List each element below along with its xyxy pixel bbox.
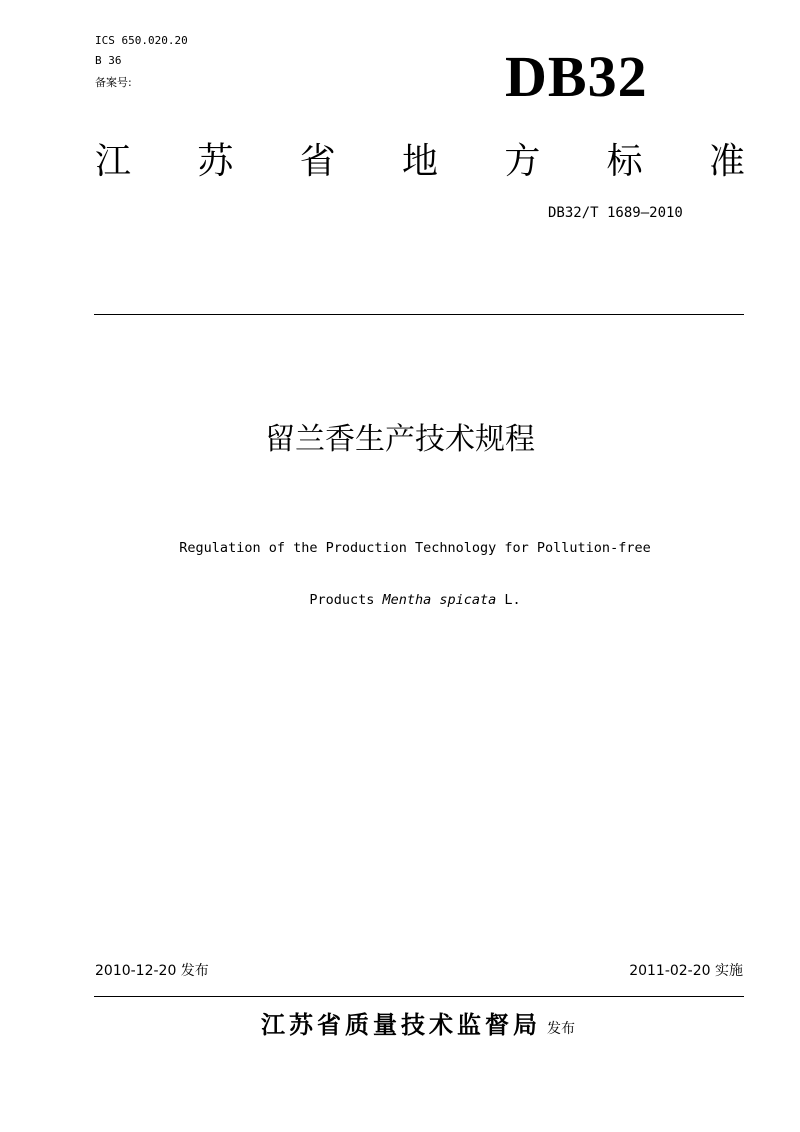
english-title-line-2 bbox=[0, 592, 800, 608]
standard-type-char: 江 bbox=[95, 141, 132, 182]
standard-type-char: 苏 bbox=[197, 141, 234, 182]
issue-date: 2010-12-20 发布 bbox=[95, 963, 209, 979]
top-divider bbox=[94, 314, 744, 315]
standard-type-char: 准 bbox=[708, 141, 745, 182]
bottom-divider bbox=[94, 996, 744, 997]
standard-number: DB32/T 1689—2010 bbox=[548, 205, 683, 221]
publisher-suffix: 发布 bbox=[547, 1021, 575, 1037]
standard-type-char: 方 bbox=[504, 141, 541, 182]
publisher bbox=[0, 1005, 800, 1040]
publisher-name: 江苏省质量技术监督局 bbox=[261, 1011, 541, 1039]
english-title-line-1: Regulation of the Production Technology for Pollution-free bbox=[179, 540, 651, 556]
standard-type-char: 省 bbox=[299, 141, 336, 182]
db-logo: DB32 bbox=[505, 44, 648, 109]
species-name: Mentha spicata bbox=[382, 592, 497, 608]
ics-code: ICS 650.020.20 bbox=[95, 34, 188, 47]
classification-code: B 36 bbox=[95, 54, 122, 67]
standard-type-char: 地 bbox=[401, 141, 438, 182]
english-title-prefix: Products bbox=[309, 592, 383, 608]
standard-type-char: 标 bbox=[606, 141, 643, 182]
english-title-suffix: L. bbox=[496, 592, 521, 608]
chinese-title: 留兰香生产技术规程 bbox=[265, 422, 535, 457]
record-number-label: 备案号: bbox=[95, 76, 132, 89]
implementation-date: 2011-02-20 实施 bbox=[629, 963, 743, 979]
standard-type-heading bbox=[95, 140, 745, 184]
